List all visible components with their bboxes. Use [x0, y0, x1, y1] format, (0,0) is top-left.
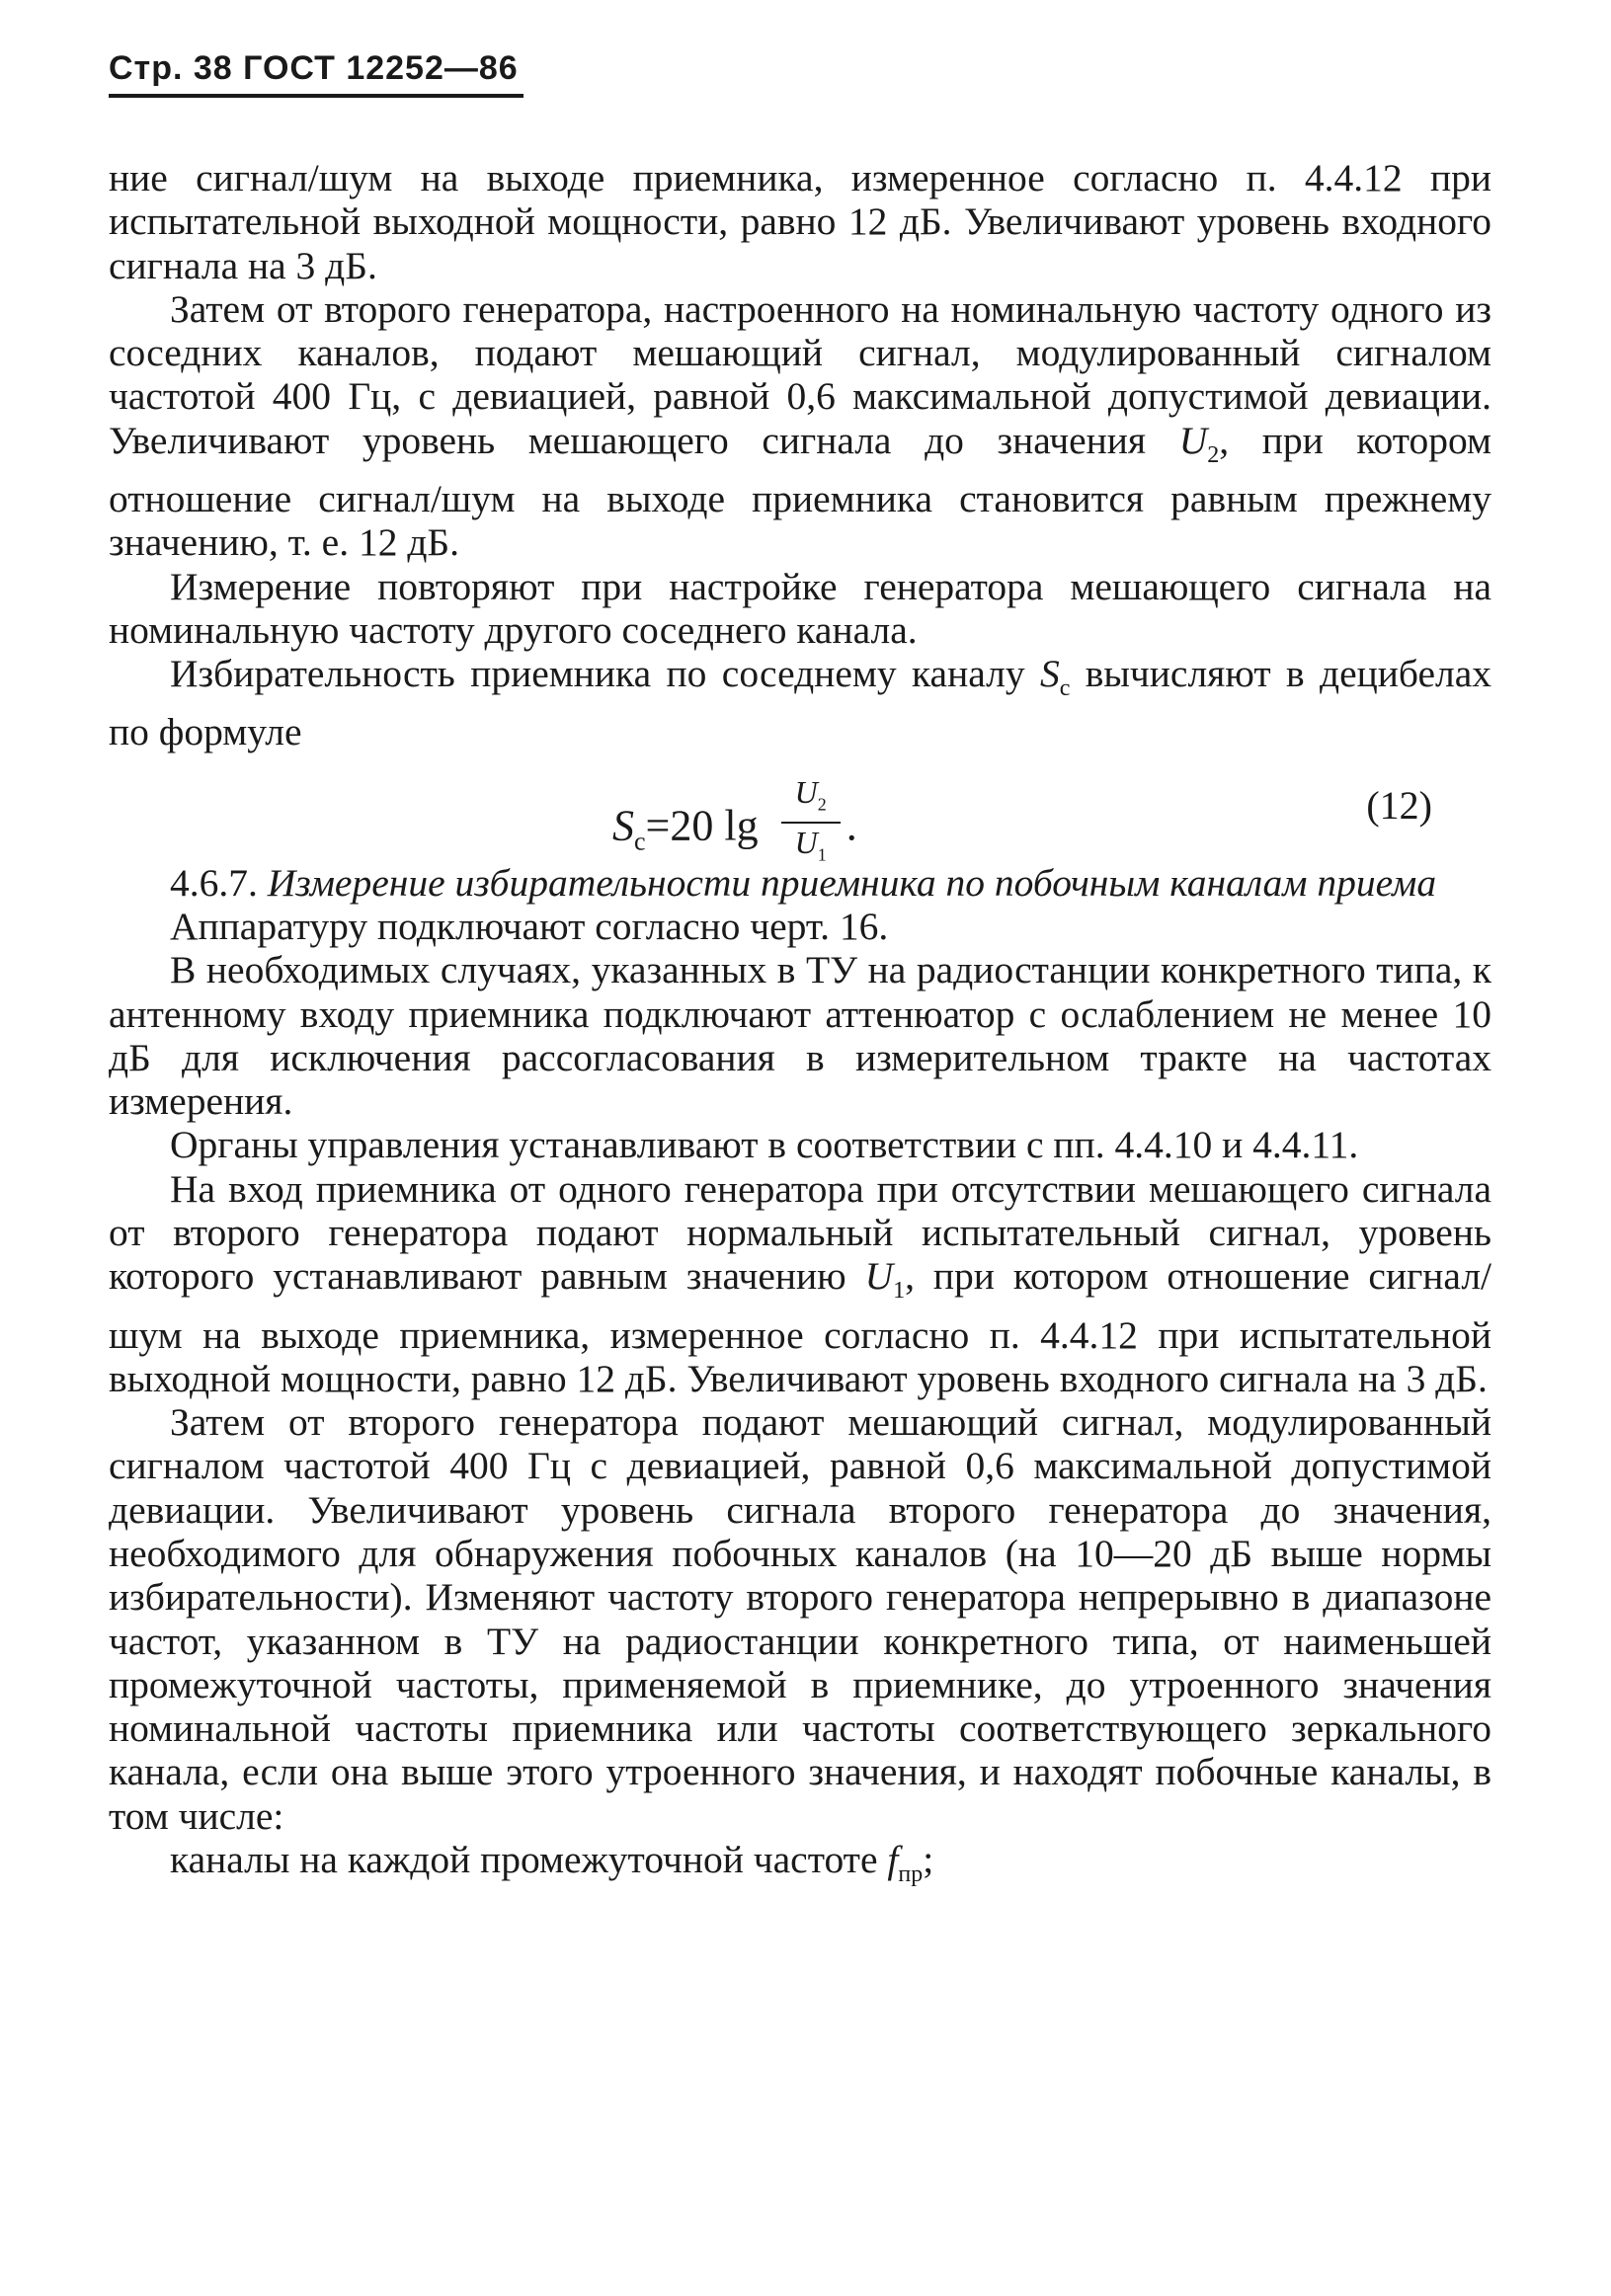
paragraph-repeat-measurement: Измерение повторяют при настройке генератора мешающего сигнала на номинальную частоту другого соседнего канала.: [109, 564, 1491, 652]
page-header: Стр. 38 ГОСТ 12252—86: [109, 49, 524, 98]
paragraph-attenuator: В необходимых случаях, указанных в ТУ на радиостанции конкретного типа, к антенному входу приемника подключают аттенюатор с ослаблением не менее 10 дБ для исключения рассогласования в измерительном тракте на частотах измерения.: [109, 948, 1491, 1124]
variable-fpr: f: [887, 1838, 899, 1882]
paragraph-controls: Органы управления устанавливают в соответствии с пп. 4.4.10 и 4.4.11.: [170, 1123, 1359, 1167]
variable-u2: U: [1178, 418, 1208, 462]
fraction-denominator: $U_1$: [794, 825, 827, 865]
section-title: Измерение избирательности приемника по побочным каналам приема: [267, 860, 1437, 905]
paragraph-input-signal: На вход приемника от одного генератора при отсутствии мешающего сигнала от второго генератора подают нормальный испытательный сигнал, уровень которого устанавливают равным значению $U_1$, при котором отношение сигнал/шум на выходе приемника, измеренное согласно п. 4.4.12 при испытательной выходной мощности, равно 12 дБ. Увеличивают уровень входного сигнала на 3 дБ.: [109, 1166, 1491, 1400]
formula-fraction: [781, 774, 841, 874]
paragraph-equipment: Аппаратуру подключают согласно черт. 16.: [170, 904, 889, 948]
fraction-numerator: $U_2$: [781, 774, 841, 824]
formula-number: (12): [1366, 782, 1432, 828]
variable-u1: U: [864, 1254, 894, 1299]
formula-12: [109, 754, 1491, 865]
paragraph-selectivity: Избирательность приемника по соседнему каналу $S_c$ вычисляют в децибелах по формуле: [109, 652, 1491, 754]
paragraph-spurious-channels: Затем от второго генератора подают мешающий сигнал, модулированный сигналом частотой 400 Гц с девиацией, равной 0,6 максимальной допустимой девиации. Увеличивают уровень сигнала второго генератора до значения, необходимого для обнаружения побочных каналов (на 10—20 дБ выше нормы избирательности). Изменяют частоту второго генератора непрерывно в диапазоне частот, указанном в ТУ на радиостанции конкретного типа, от наименьшей промежуточной частоты, применяемой в приемнике, до утроенного значения номинальной частоты приемника или частоты соответствующего зеркального канала, если она выше этого утроенного значения, и находят побочные каналы, в том числе:: [109, 1400, 1491, 1838]
paragraph-continuation: ние сигнал/шум на выходе приемника, измеренное согласно п. 4.4.12 при испытательной выходной мощности, равно 12 дБ. Увеличивают уровень входного сигнала на 3 дБ.: [109, 156, 1491, 287]
paragraph-second-generator: Затем от второго генератора, настроенного на номинальную частоту одного из соседних каналов, подают мешающий сигнал, модулированный сигналом частотой 400 Гц, с девиацией, равной 0,6 максимальной допустимой девиации. Увеличивают уровень мешающего сигнала до значения $U_2$, при котором отношение сигнал/шум на выходе приемника становится равным прежнему значению, т. е. 12 дБ.: [109, 286, 1491, 565]
variable-sc: S: [1039, 652, 1060, 696]
body-text: [109, 156, 1491, 1896]
formula-expression: $S_c=20$ lg $\frac{U_2}{U_1}$ .: [612, 780, 857, 880]
paragraph-channels-if: каналы на каждой промежуточной частоте $f_{пр}$;: [170, 1838, 934, 1887]
section-heading: 4.6.7. Измерение избирательности приемника по побочным каналам приема: [170, 860, 1437, 905]
